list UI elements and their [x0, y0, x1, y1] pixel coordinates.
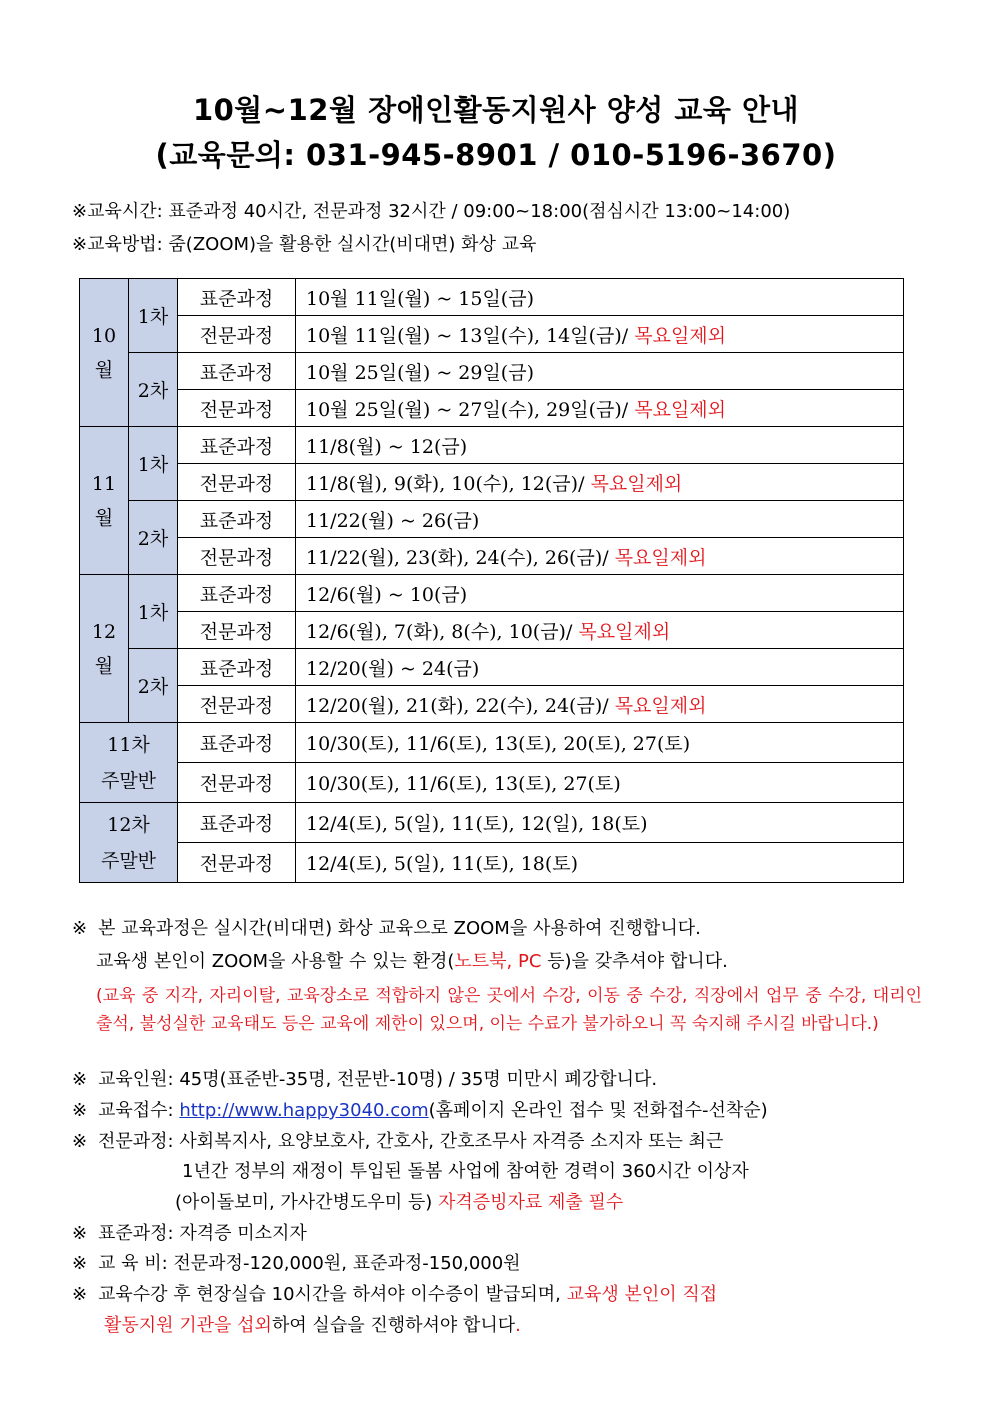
- table-row: [80, 353, 904, 390]
- round-cell: 1차: [129, 279, 178, 353]
- weekend-cell-11: 11차 주말반: [80, 723, 178, 803]
- table-row: [80, 501, 904, 538]
- table-row: [80, 763, 904, 803]
- course-specialist: 전문과정: [178, 612, 296, 649]
- course-specialist: 전문과정: [178, 843, 296, 883]
- note-practice: ※ 교육수강 후 현장실습 10시간을 하셔야 이수증이 발급되며, 교육생 본인이 직접: [72, 1284, 718, 1305]
- round-cell: 2차: [129, 501, 178, 575]
- course-standard: 표준과정: [178, 279, 296, 316]
- dates-cell: 12/20(월) ~ 24(금): [296, 649, 904, 686]
- note-specialist-line2: 1년간 정부의 재정이 투입된 돌봄 사업에 참여한 경력이 360시간 이상자: [182, 1161, 749, 1182]
- round-cell: 2차: [129, 649, 178, 723]
- note-fee: ※ 교 육 비: 전문과정-120,000원, 표준과정-150,000원: [72, 1253, 521, 1274]
- table-row: [80, 427, 904, 464]
- no-thursday-note: 목요일제외: [578, 620, 671, 643]
- course-standard: 표준과정: [178, 501, 296, 538]
- table-row: [80, 686, 904, 723]
- note-warning: (교육 중 지각, 자리이탈, 교육장소로 적합하지 않은 곳에서 수강, 이동 중 수강, 직장에서 업무 중 수강, 대리인 출석, 불성실한 교육태도 등은 교육에 제한이 있으며, 이는 수료가 불가하오니 꼭 숙지해 주시길 바랍니다.): [96, 986, 922, 1034]
- no-thursday-note: 목요일제외: [634, 324, 727, 347]
- table-row: [80, 575, 904, 612]
- no-thursday-note: 목요일제외: [614, 694, 707, 717]
- dates-cell: 10월 25일(월) ~ 29일(금): [296, 353, 904, 390]
- round-cell: 1차: [129, 575, 178, 649]
- table-row: [80, 316, 904, 353]
- course-specialist: 전문과정: [178, 316, 296, 353]
- month-cell-nov: 11 월: [80, 427, 129, 575]
- contact-line: (교육문의: 031-945-8901 / 010-5196-3670): [155, 138, 837, 172]
- course-specialist: 전문과정: [178, 390, 296, 427]
- course-specialist: 전문과정: [178, 686, 296, 723]
- note-zoom: ※ 본 교육과정은 실시간(비대면) 화상 교육으로 ZOOM을 사용하여 진행합니다.: [72, 918, 701, 939]
- month-cell-dec: 12 월: [80, 575, 129, 723]
- course-specialist: 전문과정: [178, 464, 296, 501]
- course-standard: 표준과정: [178, 427, 296, 464]
- course-specialist: 전문과정: [178, 763, 296, 803]
- schedule-table: [79, 278, 904, 883]
- table-row: [80, 723, 904, 763]
- no-thursday-note: 목요일제외: [614, 546, 707, 569]
- course-standard: 표준과정: [178, 353, 296, 390]
- table-row: [80, 538, 904, 575]
- homepage-link[interactable]: http://www.happy3040.com: [179, 1100, 429, 1121]
- dates-cell: 10월 11일(월) ~ 13일(수), 14일(금)/ 목요일제외: [296, 316, 904, 353]
- dates-cell: 12/4(토), 5(일), 11(토), 12(일), 18(토): [296, 803, 904, 843]
- table-row: [80, 843, 904, 883]
- education-method: ※교육방법: 줌(ZOOM)을 활용한 실시간(비대면) 화상 교육: [72, 234, 537, 255]
- dates-cell: 10월 25일(월) ~ 27일(수), 29일(금)/ 목요일제외: [296, 390, 904, 427]
- dates-cell: 10/30(토), 11/6(토), 13(토), 20(토), 27(토): [296, 723, 904, 763]
- course-specialist: 전문과정: [178, 538, 296, 575]
- weekend-cell-12: 12차 주말반: [80, 803, 178, 883]
- note-apply: ※ 교육접수: http://www.happy3040.com(홈페이지 온라인 접수 및 전화접수-선착순): [72, 1100, 768, 1121]
- table-row: [80, 803, 904, 843]
- no-thursday-note: 목요일제외: [634, 398, 727, 421]
- month-cell-oct: 10 월: [80, 279, 129, 427]
- note-practice-line2: 활동지원 기관을 섭외하여 실습을 진행하셔야 합니다.: [104, 1315, 521, 1336]
- note-specialist-line3: (아이돌보미, 가사간병도우미 등) 자격증빙자료 제출 필수: [175, 1192, 624, 1213]
- dates-cell: 11/22(월) ~ 26(금): [296, 501, 904, 538]
- course-standard: 표준과정: [178, 649, 296, 686]
- course-standard: 표준과정: [178, 723, 296, 763]
- note-capacity: ※ 교육인원: 45명(표준반-35명, 전문반-10명) / 35명 미만시 폐강합니다.: [72, 1069, 658, 1090]
- round-cell: 2차: [129, 353, 178, 427]
- note-zoom-env: 교육생 본인이 ZOOM을 사용할 수 있는 환경(노트북, PC 등)을 갖추셔야 합니다.: [96, 951, 728, 972]
- page-title: 10월~12월 장애인활동지원사 양성 교육 안내: [192, 93, 800, 127]
- course-standard: 표준과정: [178, 575, 296, 612]
- table-row: [80, 279, 904, 316]
- table-row: [80, 464, 904, 501]
- education-time: ※교육시간: 표준과정 40시간, 전문과정 32시간 / 09:00~18:00(점심시간 13:00~14:00): [72, 201, 791, 222]
- dates-cell: 12/6(월), 7(화), 8(수), 10(금)/ 목요일제외: [296, 612, 904, 649]
- table-row: [80, 390, 904, 427]
- table-row: [80, 649, 904, 686]
- round-cell: 1차: [129, 427, 178, 501]
- dates-cell: 12/20(월), 21(화), 22(수), 24(금)/ 목요일제외: [296, 686, 904, 723]
- table-row: [80, 612, 904, 649]
- note-standard: ※ 표준과정: 자격증 미소지자: [72, 1223, 307, 1244]
- course-standard: 표준과정: [178, 803, 296, 843]
- no-thursday-note: 목요일제외: [590, 472, 683, 495]
- dates-cell: 10월 11일(월) ~ 15일(금): [296, 279, 904, 316]
- dates-cell: 11/8(월) ~ 12(금): [296, 427, 904, 464]
- dates-cell: 11/8(월), 9(화), 10(수), 12(금)/ 목요일제외: [296, 464, 904, 501]
- dates-cell: 12/4(토), 5(일), 11(토), 18(토): [296, 843, 904, 883]
- dates-cell: 10/30(토), 11/6(토), 13(토), 27(토): [296, 763, 904, 803]
- note-specialist: ※ 전문과정: 사회복지사, 요양보호사, 간호사, 간호조무사 자격증 소지자 또는 최근: [72, 1131, 724, 1152]
- dates-cell: 12/6(월) ~ 10(금): [296, 575, 904, 612]
- dates-cell: 11/22(월), 23(화), 24(수), 26(금)/ 목요일제외: [296, 538, 904, 575]
